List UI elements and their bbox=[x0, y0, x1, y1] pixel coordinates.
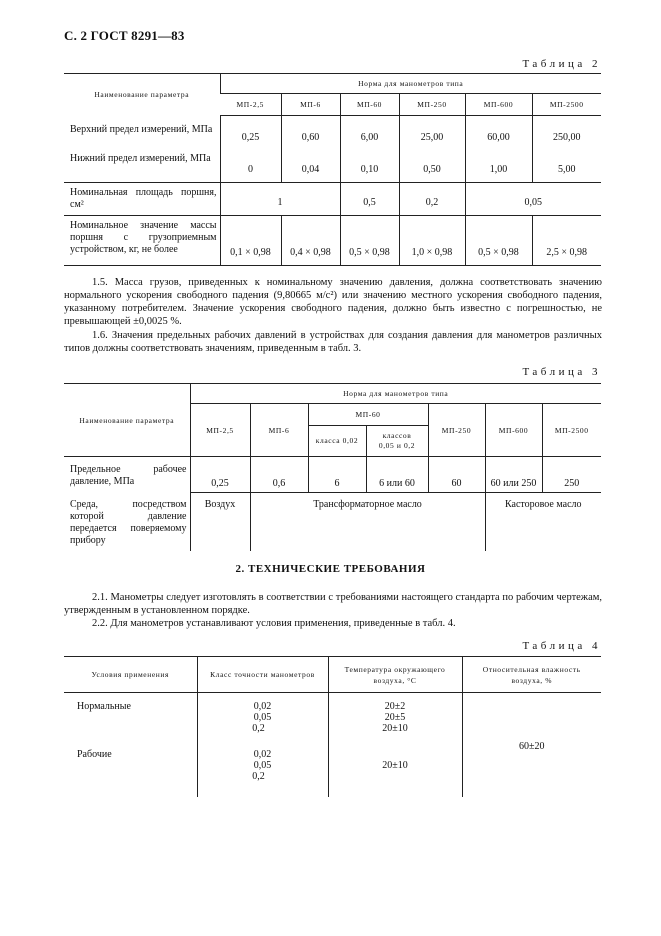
cell: 0,1 × 0,98 bbox=[220, 216, 281, 266]
paragraph-2-1: 2.1. Манометры следует изготовлять в соответствии с требованиями настоящего стандарта по рабочим чертежам, утвержденным в установленном порядке. bbox=[64, 592, 602, 616]
class-value: 0,02 bbox=[253, 701, 272, 712]
cell: 1 bbox=[220, 183, 340, 216]
row-name: Среда, посредством которой давление передается поверяемому прибору bbox=[70, 498, 187, 546]
cell: 0,10 bbox=[340, 150, 399, 183]
cell: 0,05 bbox=[465, 183, 601, 216]
row-name: Рабочие bbox=[77, 748, 112, 760]
cell: Воздух bbox=[190, 493, 250, 551]
cell: 0,25 bbox=[190, 457, 250, 493]
col-header: Класс точности манометров bbox=[197, 657, 328, 693]
class-value: 0,02 bbox=[253, 748, 272, 760]
table4 bbox=[64, 656, 601, 797]
section-title: 2. ТЕХНИЧЕСКИЕ ТРЕБОВАНИЯ bbox=[235, 563, 426, 575]
cell: 250,00 bbox=[532, 116, 601, 150]
cell: 20±10 bbox=[328, 741, 462, 797]
cell bbox=[197, 693, 328, 741]
cell: 0,04 bbox=[281, 150, 340, 183]
cell: 250 bbox=[542, 457, 601, 493]
cell bbox=[328, 693, 462, 741]
cell: 60 bbox=[428, 457, 485, 493]
paragraph-1-5: 1.5. Масса грузов, приведенных к номинальному значению давления, должна соответствовать значению нормального ускорения свободного падения (9,80665 м/с²) или значению местного ускорения свободного падения, указанному потребителем. Значение ускорения свободного падения, должно быть известно с погрешностью, не превышающей ±0,0025 %. bbox=[64, 277, 602, 327]
cell: 0,25 bbox=[220, 116, 281, 150]
table2-caption: Таблица 2 bbox=[522, 58, 601, 70]
cell: 1,0 × 0,98 bbox=[399, 216, 465, 266]
param-header: Наименование параметра bbox=[64, 384, 190, 457]
table3-caption: Таблица 3 bbox=[522, 366, 601, 378]
cell: 0,5 bbox=[340, 183, 399, 216]
group-header: Норма для манометров типа bbox=[190, 384, 601, 404]
row-name: Нормальные bbox=[77, 701, 131, 712]
col-header: Температура окружающего воздуха, °С bbox=[328, 657, 462, 693]
row-name: Номинальное значение массы поршня с грузоприемным устройством, кг, не более bbox=[64, 216, 220, 266]
cell: 0,60 bbox=[281, 116, 340, 150]
cell: 60 или 250 bbox=[485, 457, 542, 493]
col-header: МП-6 bbox=[250, 404, 308, 457]
row-name: Предельное рабочее давление, МПа bbox=[70, 464, 187, 487]
class-value: 0,2 bbox=[252, 770, 265, 782]
col-header: МП-2500 bbox=[542, 404, 601, 457]
temp-value: 20±10 bbox=[382, 723, 408, 734]
cell: Трансформаторное масло bbox=[250, 493, 485, 551]
col-header: МП-6 bbox=[281, 94, 340, 116]
cell: 0,4 × 0,98 bbox=[281, 216, 340, 266]
cell: 5,00 bbox=[532, 150, 601, 183]
cell: 6,00 bbox=[340, 116, 399, 150]
humidity-cell: 60±20 bbox=[462, 693, 601, 797]
cell: Касторовое масло bbox=[485, 493, 601, 551]
temp-value: 20±5 bbox=[384, 712, 406, 723]
paragraph-2-2: 2.2. Для манометров устанавливают условия применения, приведенные в табл. 4. bbox=[92, 618, 456, 629]
row-name: Нижний предел измерений, МПа bbox=[70, 152, 211, 164]
col-header: Условия применения bbox=[64, 657, 197, 693]
group-header: Норма для манометров типа bbox=[220, 74, 601, 94]
cell: 1,00 bbox=[465, 150, 532, 183]
cell: 6 или 60 bbox=[366, 457, 428, 493]
paragraph-1-6: 1.6. Значения предельных рабочих давлений в устройствах для создания давления для манометров различных типов должны соответствовать значениям, приведенным в табл. 3. bbox=[64, 330, 602, 354]
param-header: Наименование параметра bbox=[64, 74, 220, 116]
cell: 25,00 bbox=[399, 116, 465, 150]
col-header: МП-2,5 bbox=[220, 94, 281, 116]
cell: 60,00 bbox=[465, 116, 532, 150]
cell: 0,50 bbox=[399, 150, 465, 183]
col-header: МП-60 bbox=[340, 94, 399, 116]
cell: 0 bbox=[220, 150, 281, 183]
col-header: МП-60 bbox=[308, 404, 428, 426]
sub-header: классов 0,05 и 0,2 bbox=[366, 426, 428, 457]
col-header: Относительная влажность воздуха, % bbox=[462, 657, 601, 693]
col-header: МП-600 bbox=[485, 404, 542, 457]
class-value: 0,05 bbox=[253, 759, 272, 771]
temp-value: 20±2 bbox=[384, 701, 406, 712]
cell: 0,5 × 0,98 bbox=[465, 216, 532, 266]
cell: 0,5 × 0,98 bbox=[340, 216, 399, 266]
class-value: 0,2 bbox=[252, 723, 265, 734]
cell bbox=[197, 741, 328, 797]
cell: 0,2 bbox=[399, 183, 465, 216]
sub-header: класса 0,02 bbox=[308, 426, 366, 457]
table2 bbox=[64, 73, 601, 266]
cell: 0,6 bbox=[250, 457, 308, 493]
cell: 2,5 × 0,98 bbox=[532, 216, 601, 266]
col-header: МП-250 bbox=[399, 94, 465, 116]
col-header: МП-250 bbox=[428, 404, 485, 457]
class-value: 0,05 bbox=[253, 712, 272, 723]
row-name: Верхний предел измерений, МПа bbox=[70, 123, 213, 135]
table4-caption: Таблица 4 bbox=[522, 640, 601, 652]
col-header: МП-2500 bbox=[532, 94, 601, 116]
col-header: МП-2,5 bbox=[190, 404, 250, 457]
table3 bbox=[64, 383, 601, 551]
col-header: МП-600 bbox=[465, 94, 532, 116]
cell: 6 bbox=[308, 457, 366, 493]
row-name: Номинальная площадь поршня, см² bbox=[64, 183, 220, 216]
page-header: С. 2 ГОСТ 8291—83 bbox=[64, 28, 185, 43]
